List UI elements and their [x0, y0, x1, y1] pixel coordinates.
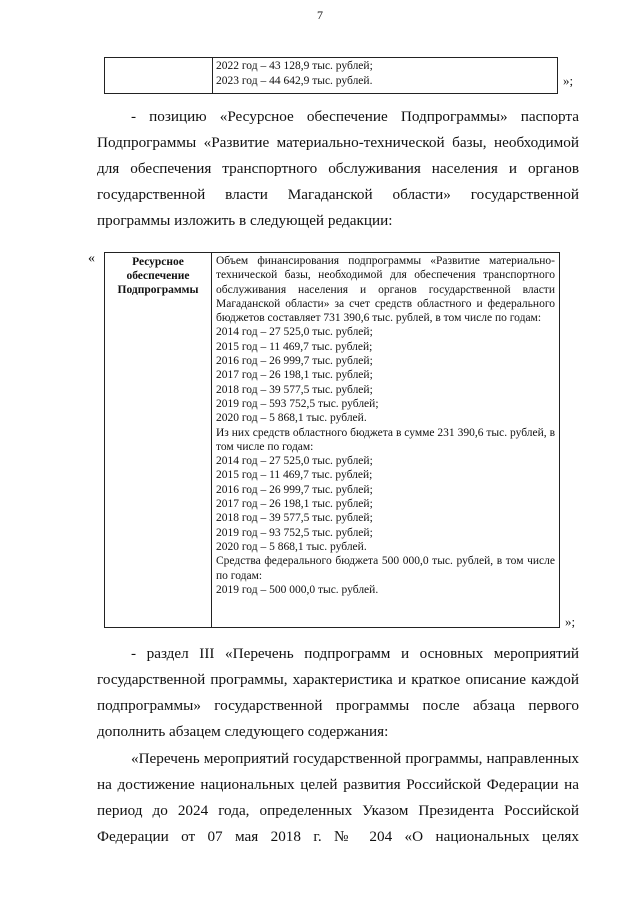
federal-intro: Средства федерального бюджета 500 000,0 тыс. рублей, в том числе по годам:: [216, 555, 555, 582]
year-line: 2017 год – 26 198,1 тыс. рублей;: [216, 498, 373, 511]
resource-table: [104, 252, 560, 628]
continuation-close-quote: »;: [563, 73, 574, 88]
regional-intro: Из них средств областного бюджета в сумме 231 390,6 тыс. рублей, в том числе по годам:: [216, 426, 555, 453]
year-line: 2014 год – 27 525,0 тыс. рублей;: [216, 455, 373, 468]
continuation-table: [104, 57, 558, 94]
year-line: 2015 год – 11 469,7 тыс. рублей;: [216, 340, 373, 353]
continuation-line: 2023 год – 44 642,9 тыс. рублей.: [216, 75, 373, 87]
continuation-label-cell: [105, 58, 213, 94]
year-line: 2014 год – 27 525,0 тыс. рублей;: [216, 326, 373, 339]
year-line: 2019 год – 593 752,5 тыс. рублей;: [216, 397, 379, 410]
paragraph-position: - позицию «Ресурсное обеспечение Подпрограммы» паспорта Подпрограммы «Развитие материально-технической базы, необходимой для обеспечения транспортного обслуживания населения и органов государственной власти Магаданской области» государственной программы изложить в следующей редакции:: [97, 108, 579, 229]
continuation-line: 2022 год – 43 128,9 тыс. рублей;: [216, 60, 373, 72]
resource-label-cell: Ресурсное обеспечение Подпрограммы: [105, 253, 212, 628]
continuation-content-cell: [213, 58, 558, 94]
table-close-quote: »;: [565, 614, 576, 629]
year-line: 2016 год – 26 999,7 тыс. рублей;: [216, 355, 373, 368]
year-line: 2020 год – 5 868,1 тыс. рублей.: [216, 412, 367, 425]
year-line: 2019 год – 93 752,5 тыс. рублей;: [216, 526, 373, 539]
year-line: 2020 год – 5 868,1 тыс. рублей.: [216, 540, 367, 553]
paragraph-section: - раздел III «Перечень подпрограмм и основных мероприятий государственной программы, характеристика и краткое описание каждой подпрограммы» государственной программы после абзаца первого дополнить абзацем следующего содержания:: [97, 645, 579, 740]
table-open-quote: «: [88, 251, 95, 266]
funding-intro: Объем финансирования подпрограммы «Развитие материально-технической базы, необходимой для обеспечения транспортного обслуживания населения и органов государственной власти Магаданской области» за счет средств областного и федерального бюджетов составляет 731 390,6 тыс. рублей, в том числе по годам:: [216, 255, 555, 325]
year-line: 2019 год – 500 000,0 тыс. рублей.: [216, 583, 379, 596]
resource-content-cell: [212, 253, 560, 628]
paragraph-list: «Перечень мероприятий государственной программы, направленных на достижение национальных целей развития Российской Федерации на период до 2024 года, определенных Указом Президента Российской Федерации от 07 мая 2018 г. № 204 «О национальных целях: [97, 750, 579, 845]
page-number: 7: [317, 8, 323, 22]
year-line: 2018 год – 39 577,5 тыс. рублей;: [216, 512, 373, 525]
year-line: 2017 год – 26 198,1 тыс. рублей;: [216, 369, 373, 382]
year-line: 2018 год – 39 577,5 тыс. рублей;: [216, 383, 373, 396]
year-line: 2015 год – 11 469,7 тыс. рублей;: [216, 469, 373, 482]
year-line: 2016 год – 26 999,7 тыс. рублей;: [216, 483, 373, 496]
